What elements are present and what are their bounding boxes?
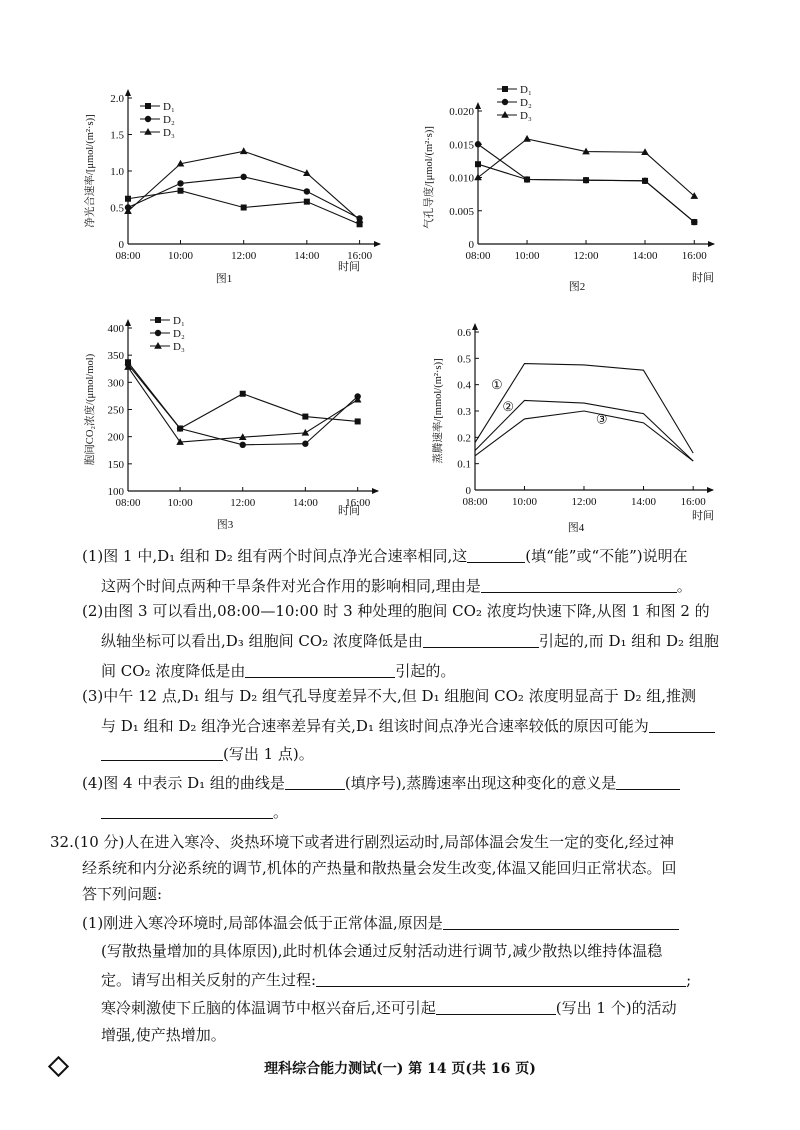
q3-line-1: (3)中午 12 点,D₁ 组与 D₂ 组气孔导度差异不大,但 D₁ 组胞间 CO₂ 浓度明显高于 D₂ 组,推测: [82, 687, 697, 705]
legend-marker: [502, 86, 508, 92]
data-point: [642, 178, 648, 184]
data-point: [177, 425, 183, 431]
x-tick-label: 14:00: [292, 497, 318, 509]
x-tick-label: 10:00: [167, 497, 193, 509]
chart-title: 图3: [216, 519, 234, 531]
q1-line-1: (1)图 1 中,D₁ 组和 D₂ 组有两个时间点净光合速率相同,这 (填“能”或“不能”)说明在: [82, 547, 688, 565]
y-tick-label: 0: [468, 239, 474, 251]
y-tick-label: 0.010: [449, 172, 474, 185]
x-tick-label: 14:00: [630, 496, 657, 508]
legend-label: D₃: [520, 110, 532, 122]
y-tick-label: 0.6: [457, 327, 471, 339]
page-footer: 理科综合能力测试(一) 第 14 页(共 16 页): [264, 1061, 536, 1077]
legend-marker: [144, 128, 152, 135]
series-line-2: [475, 411, 693, 461]
data-point: [304, 188, 310, 194]
x-tick-label: 10:00: [167, 250, 194, 262]
y-tick-label: 350: [107, 350, 124, 363]
data-point: [641, 148, 649, 155]
chart-title: 图1: [215, 273, 233, 285]
y-tick-label: 1.5: [110, 129, 124, 142]
data-point: [355, 418, 361, 424]
y-tick-label: 100: [107, 486, 124, 498]
q2-line-2: 纵轴坐标可以看出,D₃ 组胞间 CO₂ 浓度降低是由 引起的,而 D₁ 组和 D₂ 组胞: [101, 632, 719, 650]
x-axis-arrow-icon: [374, 241, 381, 247]
q32-line-7: 寒冷刺激使下丘脑的体温调节中枢兴奋后,还可引起 (写出 1 个)的活动: [101, 999, 677, 1017]
legend-label: D₂: [163, 114, 175, 126]
data-point: [302, 429, 310, 436]
data-point: [475, 161, 481, 167]
y-tick-label: 150: [107, 458, 124, 471]
y-tick-label: 250: [107, 404, 124, 417]
y-tick-label: 1.0: [110, 166, 124, 178]
legend-marker: [145, 116, 151, 122]
x-tick-label: 10:00: [514, 250, 540, 262]
legend-marker: [502, 99, 508, 105]
chart-title: 图2: [568, 281, 586, 293]
x-tick-label: 16:00: [347, 250, 373, 262]
q32-blank-3[interactable]: [436, 999, 556, 1015]
data-point: [240, 174, 246, 180]
data-point: [474, 174, 482, 181]
data-point: [302, 414, 308, 420]
q32-line-8: 增强,使产热增加。: [101, 1026, 226, 1044]
y-axis-label: 胞间CO₂浓度/(μmol/mol): [85, 353, 96, 466]
series-line-0: [478, 164, 694, 222]
y-axis-label: 净光合速率/[μmol/(m²·s)]: [85, 114, 96, 228]
q3-blank-1[interactable]: [649, 717, 715, 733]
legend-marker: [155, 317, 161, 323]
data-point: [304, 199, 310, 205]
data-point: [523, 135, 531, 142]
x-axis-label: 时间: [692, 510, 714, 522]
x-tick-label: 16:00: [680, 496, 706, 508]
y-tick-label: 0.4: [457, 379, 471, 392]
y-tick-label: 0.3: [457, 406, 471, 418]
x-tick-label: 10:00: [511, 496, 538, 508]
q3-line-2: 与 D₁ 组和 D₂ 组净光合速率差异有关,D₁ 组该时间点净光合速率较低的原因可能为: [101, 716, 715, 736]
data-point: [240, 391, 246, 397]
legend-label: D₃: [163, 127, 175, 139]
curve-label: ②: [502, 399, 515, 414]
y-tick-label: 2.0: [110, 93, 124, 105]
q3-line-3: (写出 1 点)。: [101, 744, 314, 764]
chart-title: 图4: [567, 522, 585, 534]
q32-blank-1[interactable]: [443, 914, 679, 930]
q32-blank-2[interactable]: [316, 971, 686, 987]
y-tick-label: 0: [118, 239, 124, 251]
q2-line-1: (2)由图 3 可以看出,08:00—10:00 时 3 种处理的胞间 CO₂ 浓度均快速下降,从图 1 和图 2 的: [82, 602, 710, 620]
legend-marker: [145, 103, 151, 109]
data-point: [583, 177, 589, 183]
q32-line-4: (1)刚进入寒冷环境时,局部体温会低于正常体温,原因是: [82, 913, 679, 933]
x-tick-label: 16:00: [681, 250, 707, 262]
data-point: [240, 147, 248, 154]
y-axis-arrow-icon: [125, 319, 131, 326]
legend-label: D₂: [520, 97, 532, 109]
q1-blank-1[interactable]: [467, 547, 525, 563]
x-axis-arrow-icon: [707, 487, 714, 493]
y-tick-label: 0.015: [449, 139, 474, 152]
y-axis-label: 气孔导度/[μmol/(m²·s)]: [424, 126, 435, 229]
x-axis-arrow-icon: [708, 241, 715, 247]
series-line-2: [128, 367, 358, 442]
data-point: [178, 188, 184, 194]
y-tick-label: 0: [465, 485, 471, 497]
x-axis-label: 时间: [692, 272, 714, 284]
q1-blank-2[interactable]: [481, 577, 677, 593]
curve-label: ①: [490, 376, 503, 392]
q3-blank-2[interactable]: [101, 745, 223, 761]
data-point: [691, 219, 697, 225]
x-axis-arrow-icon: [372, 488, 379, 494]
data-point: [302, 441, 308, 447]
q32-line-6: 定。请写出相关反射的产生过程: ;: [101, 971, 692, 989]
y-tick-label: 0.005: [449, 205, 474, 218]
q32-line-2: 经系统和内分泌系统的调节,机体的产热量和散热量会发生改变,体温又能回归正常状态。回: [82, 859, 677, 877]
series-line-1: [128, 177, 360, 219]
q2-blank-2[interactable]: [245, 662, 395, 678]
x-tick-label: 08:00: [115, 497, 141, 509]
legend-label: D₂: [173, 328, 185, 340]
y-tick-label: 200: [107, 431, 124, 444]
legend-label: D₁: [173, 315, 185, 327]
y-tick-label: 0.5: [110, 202, 124, 215]
y-tick-label: 0.1: [457, 458, 471, 471]
y-tick-label: 0.2: [457, 432, 471, 445]
legend-label: D₃: [173, 341, 185, 353]
y-tick-label: 0.020: [449, 106, 474, 118]
data-point: [524, 176, 530, 182]
x-tick-label: 12:00: [231, 250, 257, 262]
q32-line-3: 答下列问题:: [82, 885, 163, 903]
q2-blank-1[interactable]: [423, 632, 539, 648]
q32-line-1: 32.(10 分)人在进入寒冷、炎热环境下或者进行剧烈运动时,局部体温会发生一定的变化,经过神: [50, 833, 674, 851]
q32-line-5: (写散热量增加的具体原因),此时机体会通过反射活动进行调节,减少散热以维持体温稳: [101, 942, 663, 960]
legend-marker: [501, 111, 509, 118]
x-tick-label: 14:00: [632, 250, 658, 262]
legend-marker: [154, 342, 162, 349]
series-line-1: [128, 364, 358, 444]
y-axis-arrow-icon: [125, 89, 131, 96]
x-tick-label: 12:00: [573, 250, 599, 262]
data-point: [125, 196, 131, 202]
data-point: [475, 141, 481, 147]
data-point: [240, 442, 246, 448]
y-tick-label: 400: [107, 323, 124, 335]
x-axis-label: 时间: [338, 505, 360, 517]
curve-label: ③: [595, 411, 608, 427]
y-tick-label: 0.5: [457, 353, 471, 366]
y-axis-arrow-icon: [472, 323, 478, 330]
x-tick-label: 16:00: [345, 497, 371, 509]
q1-line-2: 这两个时间点两种干旱条件对光合作用的影响相同,理由是 。: [101, 577, 692, 595]
x-tick-label: 14:00: [294, 250, 320, 262]
data-point: [241, 205, 247, 211]
y-tick-label: 300: [107, 377, 124, 390]
q4-blank-2[interactable]: [616, 774, 680, 790]
x-tick-label: 12:00: [571, 496, 597, 508]
y-axis-arrow-icon: [475, 102, 481, 109]
legend-label: D₁: [163, 101, 175, 113]
x-tick-label: 08:00: [462, 496, 488, 508]
q4-blank-1[interactable]: [285, 774, 345, 790]
x-tick-label: 08:00: [465, 250, 491, 262]
y-axis-label: 蒸腾速率/[mmol/(m²·s)]: [433, 358, 444, 464]
legend-marker: [155, 330, 161, 336]
x-tick-label: 08:00: [115, 250, 141, 262]
q4-line-1: (4)图 4 中表示 D₁ 组的曲线是 (填序号),蒸腾速率出现这种变化的意义是: [82, 773, 680, 793]
x-axis-label: 时间: [338, 261, 360, 273]
legend-label: D₁: [520, 84, 532, 96]
q4-blank-3[interactable]: [101, 803, 273, 819]
q2-line-3: 间 CO₂ 浓度降低是由 引起的。: [101, 662, 456, 680]
x-tick-label: 12:00: [230, 497, 256, 509]
q4-line-2: 。: [101, 802, 288, 822]
data-point: [177, 180, 183, 186]
